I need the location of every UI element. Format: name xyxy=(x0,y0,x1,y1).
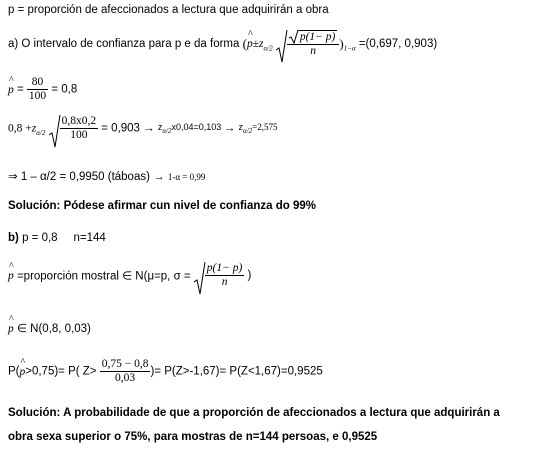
z-subscript: α/2 xyxy=(162,126,172,135)
part-a-result: =(0,697, 0,903) xyxy=(358,38,438,50)
solution-2-line-1: Solución: A probabilidade de que a proporción de afeccionados a lectura que adquirirán a xyxy=(8,407,500,419)
numerator: 80 xyxy=(27,76,48,90)
radical-sign-icon xyxy=(276,30,288,64)
p-hat: ^ p xyxy=(8,84,14,96)
phat-calc-line xyxy=(8,76,77,103)
denominator: 100 xyxy=(28,90,47,102)
denominator: 100 xyxy=(70,129,88,141)
z-symbol: z xyxy=(259,38,264,50)
numerator: 0,75 − 0,8 xyxy=(101,358,149,370)
radical-sign-icon xyxy=(289,30,299,44)
prob-mid: >0,75)= P( Z> xyxy=(25,365,97,378)
phat-result: = 0,8 xyxy=(51,83,78,96)
p-hat: ^ p xyxy=(20,366,26,378)
sqrt-expression xyxy=(194,262,245,289)
sqrt-expression xyxy=(276,30,340,58)
z-symbol: z xyxy=(238,122,244,133)
equals: = xyxy=(16,83,24,96)
confidence-line xyxy=(8,169,205,183)
z-subscript: α/2 xyxy=(36,128,46,137)
z-product xyxy=(157,122,224,135)
z-result: =2,575 xyxy=(252,122,278,133)
arrow-icon: → xyxy=(143,122,155,135)
arrow-icon: → xyxy=(223,122,236,135)
sqrt-fraction xyxy=(287,30,340,58)
solution-2-line-2: obra sexa superior o 75%, para mostras de n=144 persoas, e 0,9525 xyxy=(8,431,378,443)
close-paren: ) xyxy=(339,36,344,51)
upper-bound-result: = 0,903 xyxy=(101,122,140,135)
probability-line xyxy=(8,358,323,385)
radicand: p(1− p) xyxy=(206,262,243,274)
denominator: n xyxy=(221,276,228,288)
radicand: p(1− p) xyxy=(299,31,336,43)
phat-definition-line xyxy=(8,262,251,289)
z-fraction xyxy=(100,358,151,385)
pm-sign: ± xyxy=(252,38,260,50)
fraction-80-100 xyxy=(27,76,48,103)
confidence-result: 1-α = 0,99 xyxy=(167,172,206,182)
part-a-line xyxy=(8,30,437,58)
denominator: 0,03 xyxy=(115,372,136,384)
part-a-label: a) O intervalo de confianza para p e da forma xyxy=(8,38,240,50)
close-paren: ) xyxy=(247,269,252,282)
p-hat: ^ p xyxy=(247,38,253,50)
part-b-text: p = 0,8 n=144 xyxy=(22,232,106,244)
z-subscript: α/2 xyxy=(263,44,273,53)
implies-icon: ⇒ xyxy=(8,171,18,183)
prob-result: )= P(Z>-1,67)= P(Z<1,67)=0,9525 xyxy=(150,365,323,378)
part-b-line xyxy=(8,232,106,244)
sqrt-fraction xyxy=(205,262,245,289)
radical-sign-icon xyxy=(194,262,206,296)
arrow-icon: → xyxy=(153,171,165,183)
p-hat: ^ p xyxy=(8,323,14,335)
upper-bound-line xyxy=(8,115,277,142)
close-subscript: 1−α xyxy=(343,44,356,53)
denominator: n xyxy=(310,45,316,57)
z-subscript: α/2 xyxy=(243,126,253,135)
radicand: 0,8x0,2 xyxy=(61,115,97,127)
open-paren: ( xyxy=(242,36,247,51)
sqrt-fraction xyxy=(60,115,99,142)
sqrt-expression xyxy=(49,115,99,142)
radical-sign-icon xyxy=(49,115,61,149)
intro-text: p = proporción de afeccionados a lectura que adquirirán a obra xyxy=(8,4,329,16)
z-symbol: z xyxy=(31,122,37,135)
phat-definition-text: =proporción mostral ∈ N(μ=p, σ = xyxy=(16,270,191,283)
product-value: x0,04=0,103 xyxy=(171,122,222,133)
solution-1: Solución: Pódese afirmar cun nivel de confianza do 99% xyxy=(8,200,317,212)
z-value xyxy=(238,122,278,135)
z-symbol: z xyxy=(157,122,163,133)
phat-distribution-line xyxy=(8,321,91,335)
inner-sqrt xyxy=(289,30,338,44)
prob-lead: P( xyxy=(8,365,20,378)
lead-term: 0,8 + xyxy=(8,122,32,135)
phat-distribution-text: ∈ N(0,8, 0,03) xyxy=(16,323,91,335)
part-b-label: b) xyxy=(8,232,19,244)
p-hat: ^ p xyxy=(8,270,14,282)
confidence-text: 1 – α/2 = 0,9950 (táboas) xyxy=(20,171,150,183)
